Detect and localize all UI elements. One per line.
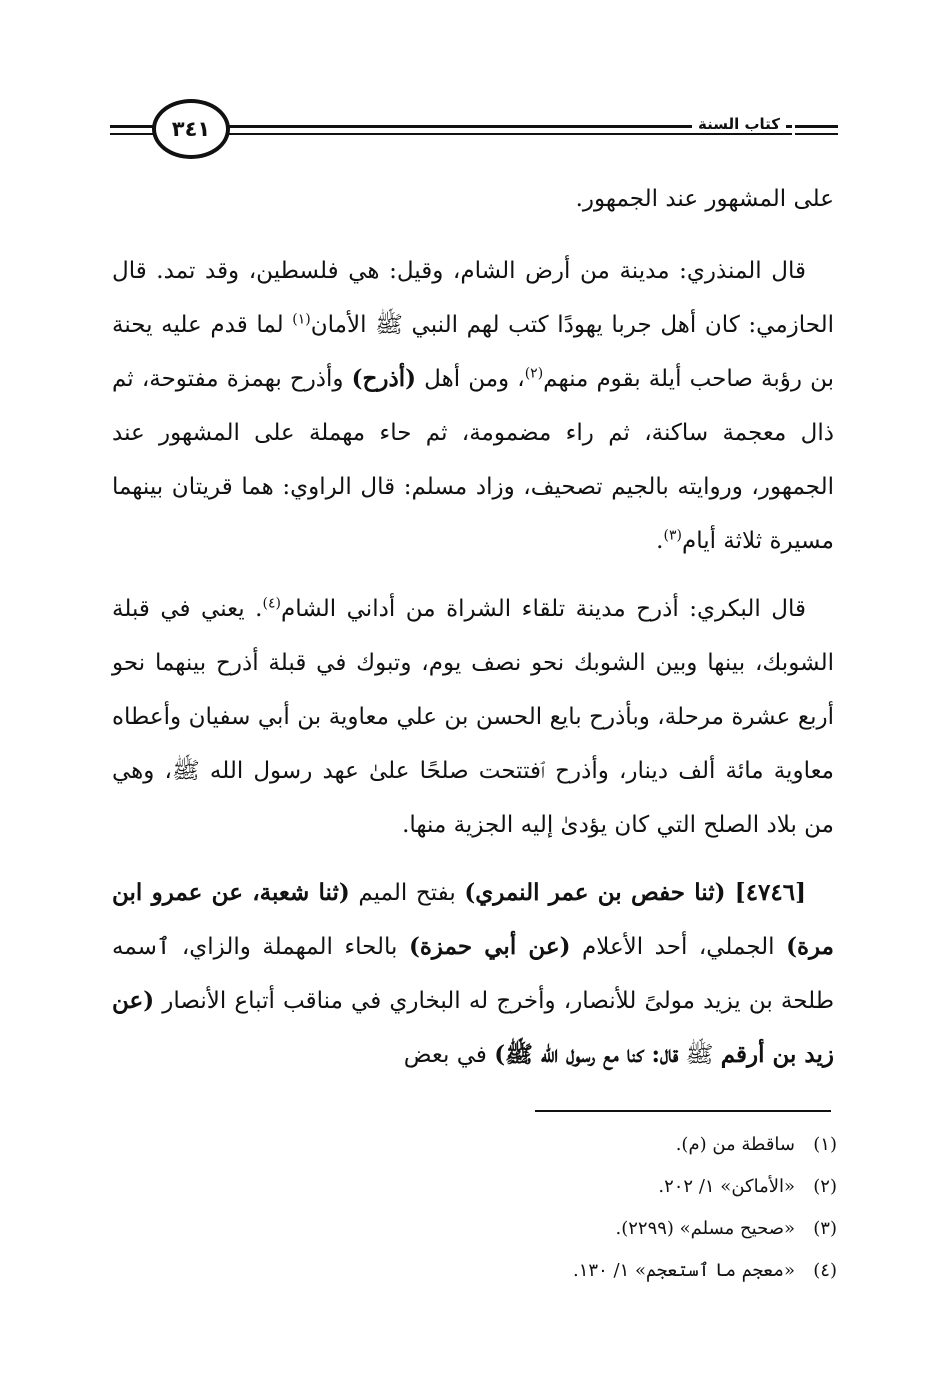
paragraph — [112, 172, 834, 226]
footnote-separator — [535, 1110, 831, 1112]
paragraph — [112, 244, 834, 568]
quoted-text: (عن زيد بن أرقم — [112, 987, 834, 1068]
quoted-text: (ثنا شعبة، عن عمرو ابن مرة) — [112, 879, 835, 960]
paragraph-text: الجملي، أحد الأعلام — [570, 934, 787, 960]
footnote-item — [417, 1166, 837, 1208]
footnote-mark: (١) — [813, 1134, 837, 1155]
header-rule — [795, 133, 838, 135]
quoted-text: (عن أبي حمزة) — [408, 933, 571, 960]
paragraph-text: قال البكري: أذرح مدينة تلقاء الشراة من أداني الشام — [280, 596, 806, 622]
footnote-ref: (١) — [292, 311, 311, 328]
footnote-ref: (٣) — [663, 527, 682, 544]
paragraph-text: . — [656, 528, 664, 554]
main-text — [112, 172, 834, 1096]
footnote-mark: (٢) — [813, 1176, 837, 1197]
paragraph-text: في بعض — [403, 1042, 495, 1068]
footnote-mark: (٤) — [813, 1260, 837, 1281]
header-rule — [110, 125, 158, 128]
paragraph-text: لما قدم عليه يحنة بن رؤبة صاحب أيلة بقوم منهم — [112, 312, 835, 392]
footnote-item — [417, 1124, 837, 1166]
footnotes — [417, 1124, 837, 1292]
paragraph-text: قال المنذري: مدينة من أرض الشام، وقيل: هي فلسطين، وقد تمد. قال الحازمي: كان أهل جربا يهودًا كتب لهم النبي ﷺ الأمان — [112, 258, 834, 338]
footnote-mark: (٣) — [813, 1218, 837, 1239]
footnote-text: «صحيح مسلم» (٢٢٩٩). — [615, 1218, 795, 1239]
footnote-text: «معجم ما ٱستعجم» ١/ ١٣٠. — [573, 1260, 795, 1281]
paragraph-text: بفتح الميم — [349, 880, 465, 906]
quoted-term: (أذرح) — [351, 365, 417, 392]
page-number: ٣٤١ — [171, 117, 211, 141]
paragraph — [112, 866, 834, 1082]
header-rule — [226, 133, 792, 135]
page-number-badge — [152, 99, 230, 159]
paragraph-text: . يعني في قبلة الشوبك، بينها وبين الشوبك نحو نصف يوم، وتبوك في قبلة أذرح بينهما نحو أربع عشرة مرحلة، وبأذرح بايع الحسن بن علي معاوية بن أبي سفيان وأعطاه معاوية مائة ألف دينار، وأذرح ٱفتتحت صلحًا علىٰ عهد رسول الله ﷺ، وهي من بلاد الصلح التي كان يؤدىٰ إليه الجزية منها. — [112, 596, 834, 838]
paragraph-text: على المشهور عند الجمهور. — [575, 186, 834, 212]
paragraph — [112, 582, 834, 852]
footnote-item — [417, 1208, 837, 1250]
footnote-ref: (٤) — [262, 595, 281, 612]
paragraph-text: وأذرح بهمزة مفتوحة، ثم ذال معجمة ساكنة، ثم راء مضمومة، ثم حاء مهملة على المشهور عند الجمهور، وروايته بالجيم تصحيف، وزاد مسلم: قال الراوي: هما قريتان بينهما مسيرة ثلاثة أيام — [112, 366, 835, 554]
paragraph-text: ﷺ — [678, 1042, 721, 1068]
quoted-text: قال: كنا مع رسول الله ﷺ) — [494, 1041, 679, 1068]
header-rule — [110, 133, 158, 135]
header-rule — [795, 125, 838, 128]
footnote-text: ساقطة من (م). — [675, 1134, 795, 1155]
paragraph-text: ، ومن أهل — [416, 366, 525, 392]
footnote-text: «الأماكن» ١/ ٢٠٢. — [658, 1176, 795, 1197]
paragraph-text: بالحاء المهملة والزاي، ٱسمه طلحة بن يزيد مولىً للأنصار، وأخرج له البخاري في مناقب أتباع الأنصار — [112, 934, 834, 1014]
page-header — [110, 92, 838, 172]
running-title: كتاب السنة — [692, 115, 786, 133]
footnote-ref: (٢) — [524, 365, 544, 382]
footnote-item — [417, 1250, 837, 1292]
hadith-number-text: [٤٧٤٦] (ثنا حفص بن عمر النمري) — [464, 879, 807, 906]
